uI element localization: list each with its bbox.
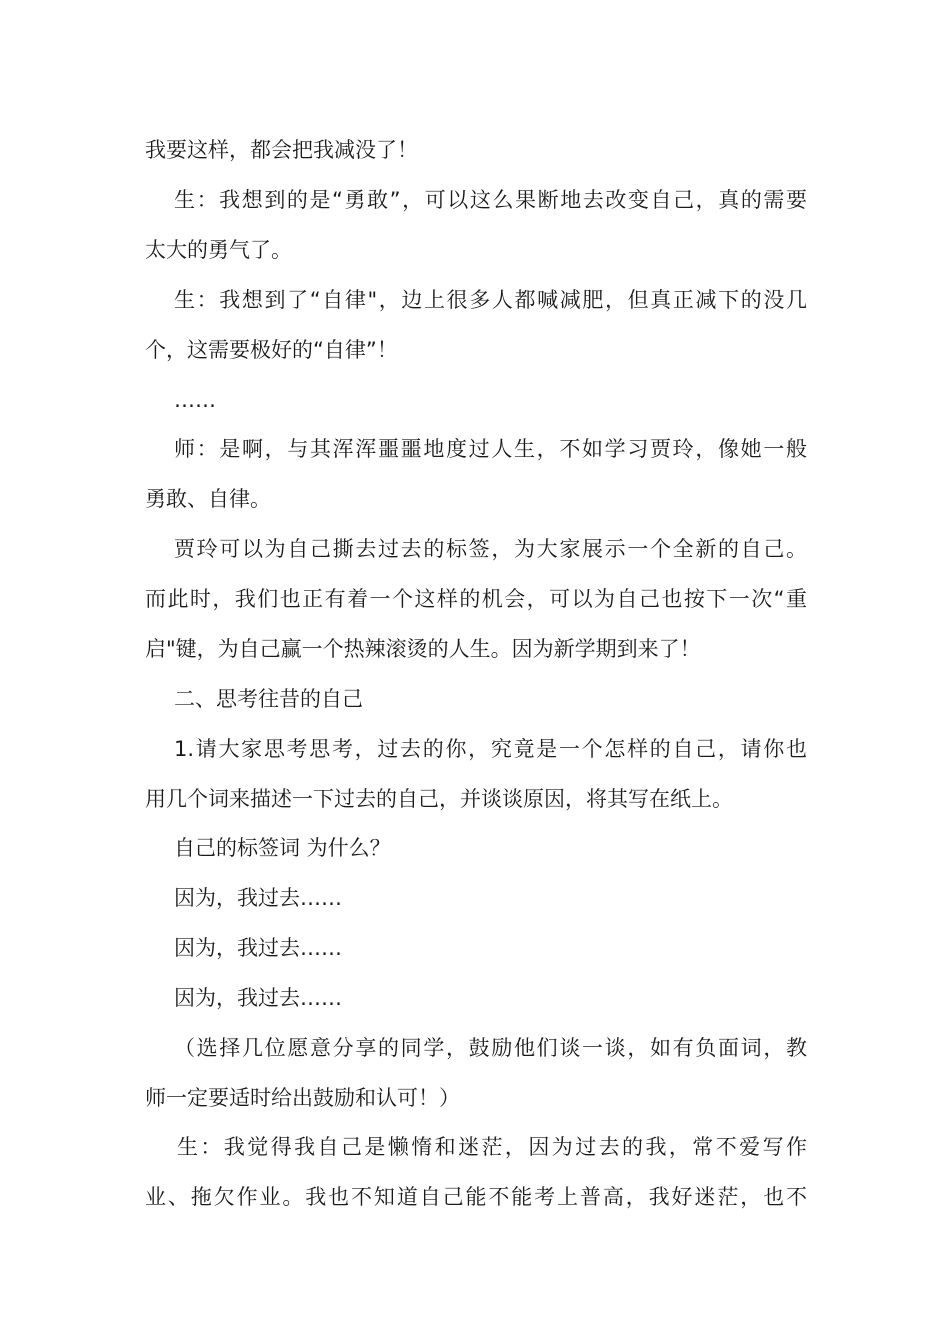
text-line-15: 自己的标签词 为什么？ (174, 836, 391, 860)
text-line-9: 贾玲可以为自己撕去过去的标签，为大家展示一个全新的自己。 (174, 537, 807, 561)
text-line-1: 我要这样，都会把我减没了！ (145, 138, 418, 162)
text-line-18: 因为，我过去…… (174, 986, 342, 1010)
text-line-11: 启"键，为自己赢一个热辣滚烫的人生。因为新学期到来了！ (145, 637, 701, 661)
text-line-2: 生：我想到的是“勇敢”，可以这么果断地去改变自己，真的需要 (174, 188, 807, 212)
text-line-4: 生：我想到了“自律"，边上很多人都喊减肥，但真正减下的没几 (174, 288, 807, 312)
text-line-8: 勇敢、自律。 (145, 487, 271, 511)
text-line-22: 业、拖欠作业。我也不知道自己能不能考上普高，我好迷茫，也不 (145, 1185, 807, 1209)
text-line-14: 用几个词来描述一下过去的自己，并谈谈原因，将其写在纸上。 (145, 787, 733, 811)
text-line-10: 而此时，我们也正有着一个这样的机会，可以为自己也按下一次“重 (145, 587, 807, 611)
text-line-5: 个，这需要极好的“自律”！ (145, 338, 398, 362)
text-line-6: …… (174, 388, 216, 412)
text-line-20: 师一定要适时给出鼓励和认可！） (145, 1086, 460, 1110)
text-line-13: 1.请大家思考思考，过去的你，究竟是一个怎样的自己，请你也 (174, 737, 807, 761)
text-line-19: （选择几位愿意分享的同学，鼓励他们谈一谈，如有负面词，教 (174, 1036, 807, 1060)
text-line-17: 因为，我过去…… (174, 936, 342, 960)
text-line-21: 生：我觉得我自己是懒惰和迷茫，因为过去的我，常不爱写作 (177, 1135, 807, 1159)
section-heading: 二、思考往昔的自己 (174, 687, 363, 711)
text-line-7: 师：是啊，与其浑浑噩噩地度过人生，不如学习贾玲，像她一般 (174, 437, 807, 461)
text-line-16: 因为，我过去…… (174, 886, 342, 910)
text-line-3: 太大的勇气了。 (145, 238, 292, 262)
